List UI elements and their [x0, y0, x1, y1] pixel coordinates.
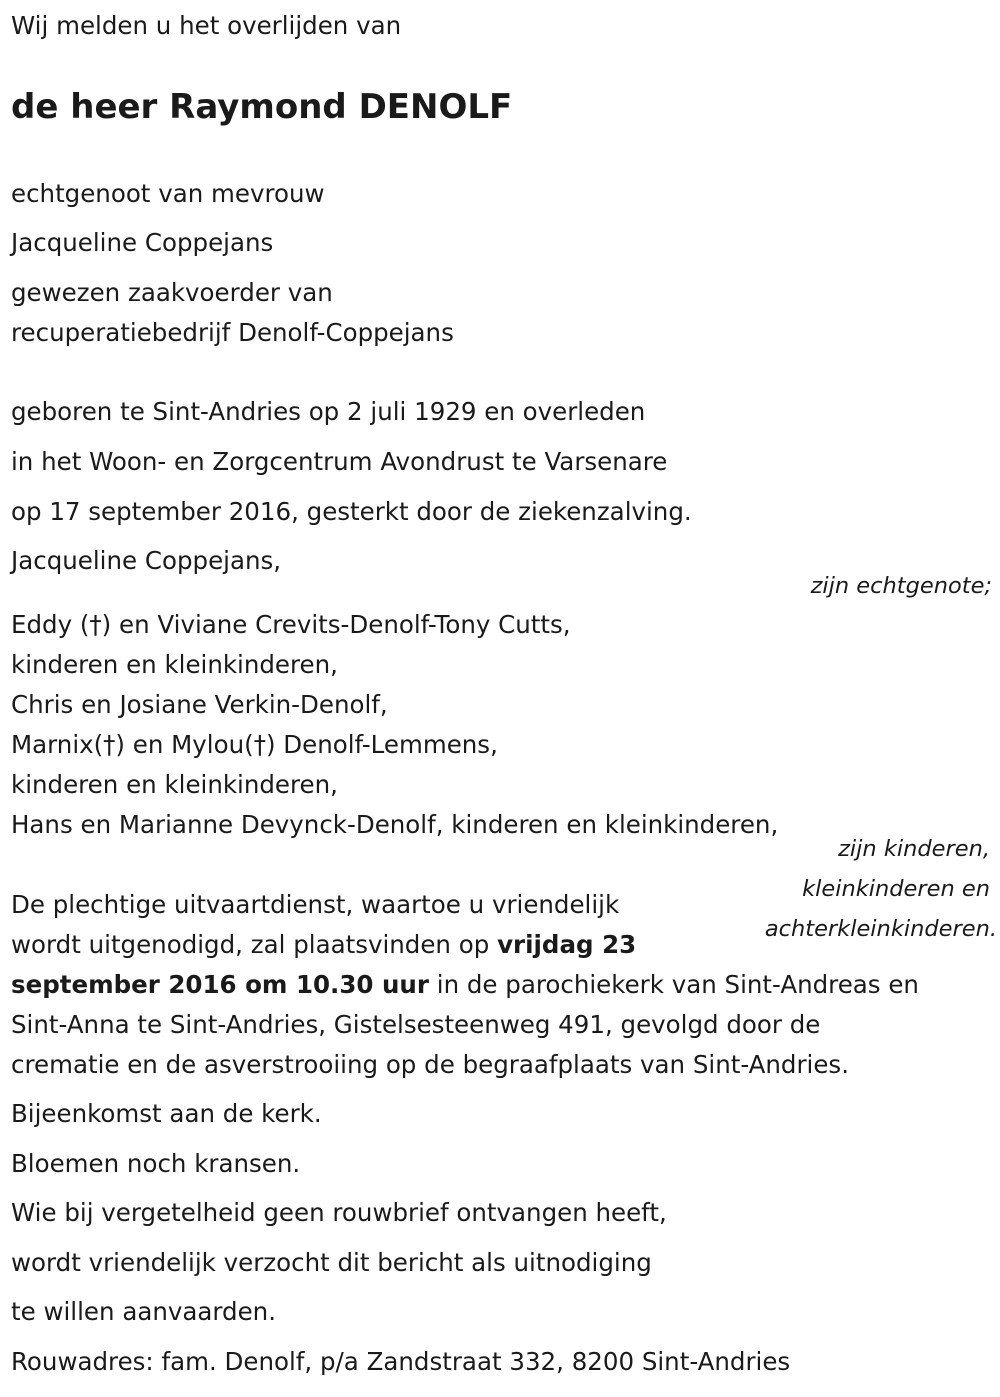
invite-line-2: wordt vriendelijk verzocht dit bericht als uitnodiging: [11, 1248, 652, 1277]
service-line-4: Sint-Anna te Sint-Andries, Gistelsesteenweg 491, gevolgd door de: [11, 1010, 821, 1039]
service-line-3: september 2016 om 10.30 uur in de parochiekerk van Sint-Andreas en: [11, 970, 919, 999]
mourning-address: Rouwadres: fam. Denolf, p/a Zandstraat 332, 8200 Sint-Andries: [11, 1347, 791, 1376]
family-child-line: Eddy (†) en Viviane Crevits-Denolf-Tony Cutts,: [11, 610, 571, 639]
service-date-part-1: vrijdag 23: [497, 930, 637, 959]
birth-line-3: op 17 september 2016, gesterkt door de ziekenzalving.: [11, 497, 692, 526]
intro-text: Wij melden u het overlijden van: [11, 11, 402, 40]
job-line-2: recuperatiebedrijf Denolf-Coppejans: [11, 318, 454, 347]
children-role: achterkleinkinderen.: [764, 916, 997, 942]
birth-line-2: in het Woon- en Zorgcentrum Avondrust te Varsenare: [11, 447, 668, 476]
birth-line-1: geboren te Sint-Andries op 2 juli 1929 en overleden: [11, 397, 646, 426]
children-role: zijn kinderen,: [838, 836, 990, 862]
family-child-line: Chris en Josiane Verkin-Denolf,: [11, 690, 388, 719]
family-child-line: kinderen en kleinkinderen,: [11, 650, 338, 679]
invite-line-3: te willen aanvaarden.: [11, 1297, 276, 1326]
family-spouse: Jacqueline Coppejans,: [11, 546, 282, 575]
family-child-line: Marnix(†) en Mylou(†) Denolf-Lemmens,: [11, 730, 498, 759]
spouse-name: Jacqueline Coppejans: [11, 228, 274, 257]
job-line-1: gewezen zaakvoerder van: [11, 278, 333, 307]
gathering-text: Bijeenkomst aan de kerk.: [11, 1099, 322, 1128]
service-line-2: wordt uitgenodigd, zal plaatsvinden op vrijdag 23: [11, 930, 637, 959]
service-line-1: De plechtige uitvaartdienst, waartoe u vriendelijk: [11, 890, 620, 919]
spouse-prefix: echtgenoot van mevrouw: [11, 179, 325, 208]
service-line-5: crematie en de asverstrooiing op de begraafplaats van Sint-Andries.: [11, 1050, 849, 1079]
family-child-line: Hans en Marianne Devynck-Denolf, kinderen en kleinkinderen,: [11, 810, 779, 839]
flowers-text: Bloemen noch kransen.: [11, 1149, 301, 1178]
children-role: kleinkinderen en: [802, 876, 990, 902]
family-spouse-role: zijn echtgenote;: [810, 573, 992, 599]
family-child-line: kinderen en kleinkinderen,: [11, 770, 338, 799]
service-date-part-2: september 2016 om 10.30 uur: [11, 970, 429, 999]
invite-line-1: Wie bij vergetelheid geen rouwbrief ontvangen heeft,: [11, 1198, 667, 1227]
deceased-name: de heer Raymond DENOLF: [11, 87, 513, 127]
